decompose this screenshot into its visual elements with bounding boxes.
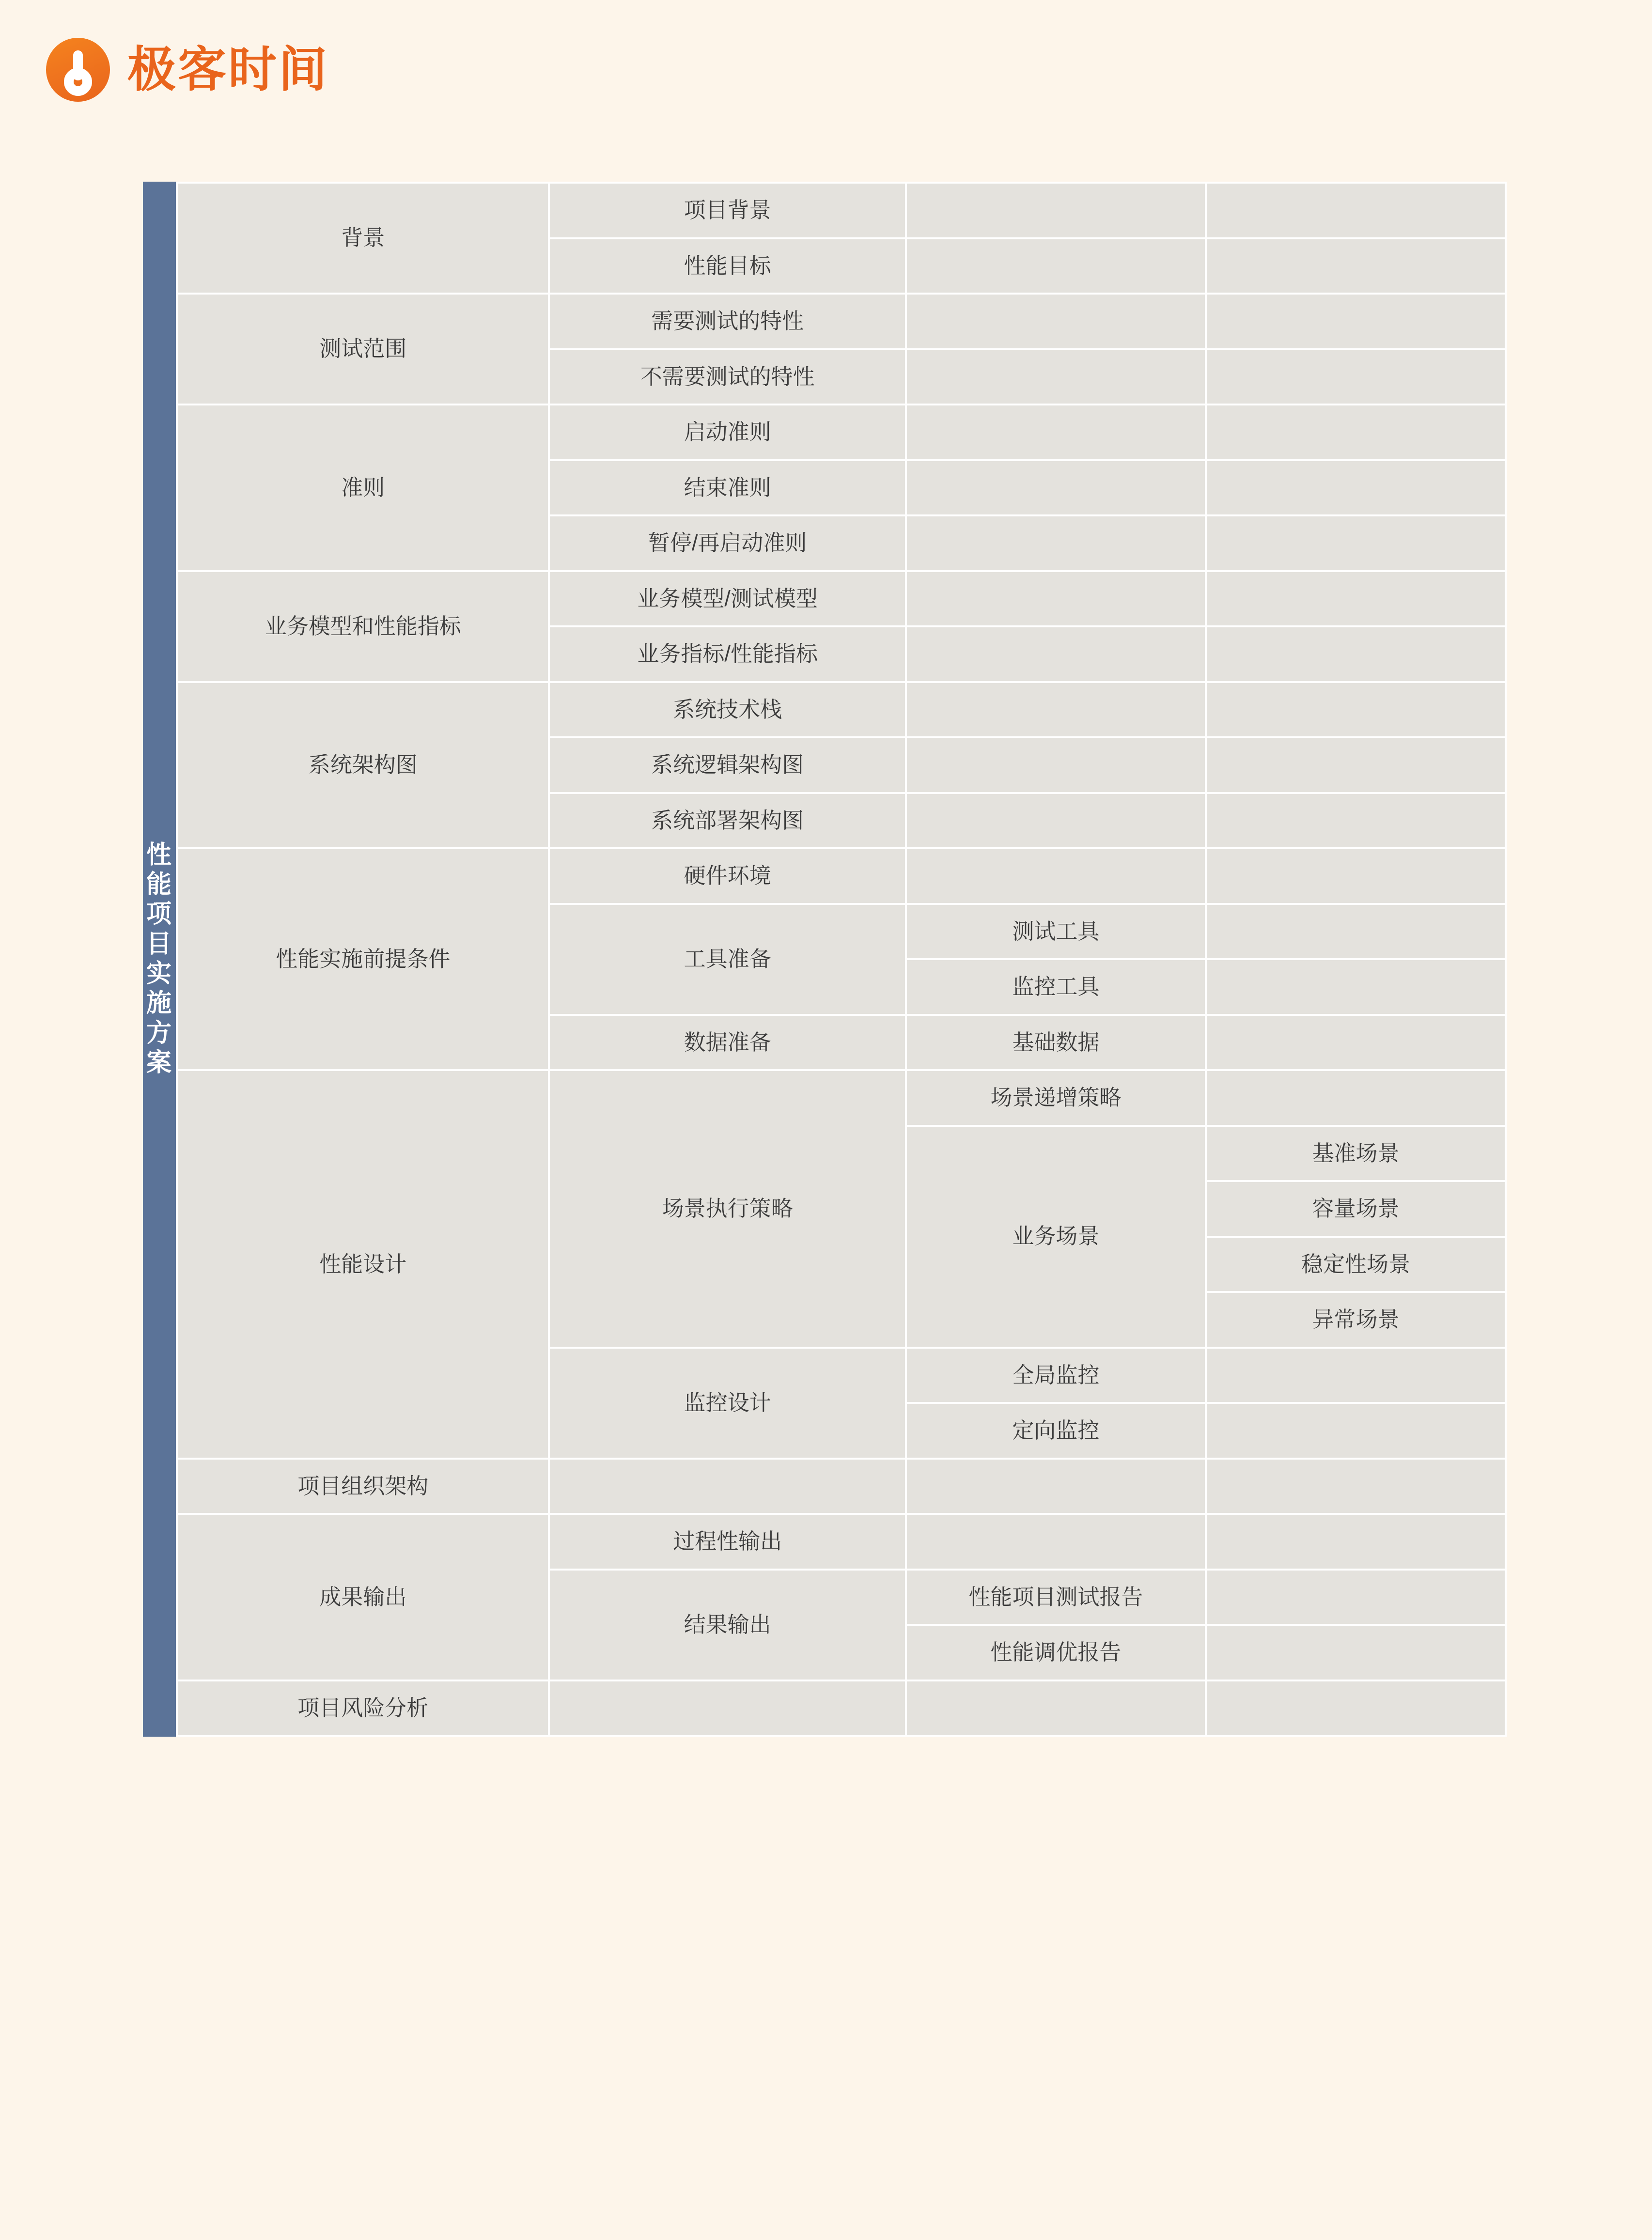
table-row xyxy=(177,183,1506,238)
brand-header xyxy=(46,38,329,102)
cell-level2: 系统逻辑架构图 xyxy=(549,737,905,793)
cell-level3 xyxy=(906,460,1206,516)
diagram-spine-label: 性能项目实施方案 xyxy=(146,840,172,1077)
cell-level1: 性能设计 xyxy=(177,1070,549,1459)
cell-level3 xyxy=(906,682,1206,738)
cell-level3 xyxy=(906,404,1206,460)
cell-level4: 容量场景 xyxy=(1206,1181,1506,1237)
cell-level4 xyxy=(1206,404,1506,460)
cell-level1: 系统架构图 xyxy=(177,682,549,849)
cell-level1: 项目组织架构 xyxy=(177,1459,549,1514)
cell-level2: 启动准则 xyxy=(549,404,905,460)
performance-plan-diagram xyxy=(143,182,1507,1737)
table-row xyxy=(177,294,1506,349)
cell-level2 xyxy=(549,1459,905,1514)
cell-level2: 性能目标 xyxy=(549,238,905,294)
cell-level1: 项目风险分析 xyxy=(177,1680,549,1736)
cell-level3: 全局监控 xyxy=(906,1348,1206,1403)
cell-level4 xyxy=(1206,460,1506,516)
cell-level4 xyxy=(1206,904,1506,960)
cell-level4 xyxy=(1206,1015,1506,1071)
cell-level4 xyxy=(1206,1348,1506,1403)
cell-level2: 不需要测试的特性 xyxy=(549,349,905,405)
cell-level4 xyxy=(1206,515,1506,571)
cell-level3: 场景递增策略 xyxy=(906,1070,1206,1126)
cell-level2: 场景执行策略 xyxy=(549,1070,905,1348)
cell-level4 xyxy=(1206,294,1506,349)
cell-level4 xyxy=(1206,1459,1506,1514)
cell-level1: 成果输出 xyxy=(177,1514,549,1680)
cell-level3 xyxy=(906,183,1206,238)
cell-level3: 测试工具 xyxy=(906,904,1206,960)
cell-level2: 业务指标/性能指标 xyxy=(549,626,905,682)
cell-level2: 工具准备 xyxy=(549,904,905,1015)
cell-level2: 暂停/再启动准则 xyxy=(549,515,905,571)
cell-level3 xyxy=(906,1680,1206,1736)
cell-level2: 结束准则 xyxy=(549,460,905,516)
cell-level4 xyxy=(1206,626,1506,682)
table-row xyxy=(177,1459,1506,1514)
diagram-spine xyxy=(143,182,176,1737)
cell-level4 xyxy=(1206,1680,1506,1736)
cell-level2 xyxy=(549,1680,905,1736)
table-row xyxy=(177,682,1506,738)
table-row xyxy=(177,1070,1506,1126)
cell-level2: 结果输出 xyxy=(549,1570,905,1680)
cell-level4 xyxy=(1206,737,1506,793)
geekbang-circle-logo-icon xyxy=(46,38,110,102)
cell-level2: 监控设计 xyxy=(549,1348,905,1459)
cell-level4 xyxy=(1206,793,1506,849)
cell-level4: 稳定性场景 xyxy=(1206,1237,1506,1292)
cell-level3: 性能调优报告 xyxy=(906,1625,1206,1680)
cell-level4: 异常场景 xyxy=(1206,1292,1506,1348)
cell-level1: 背景 xyxy=(177,183,549,294)
cell-level3 xyxy=(906,238,1206,294)
cell-level4 xyxy=(1206,1070,1506,1126)
cell-level1: 测试范围 xyxy=(177,294,549,404)
table-row xyxy=(177,848,1506,904)
cell-level3 xyxy=(906,349,1206,405)
cell-level3 xyxy=(906,737,1206,793)
cell-level3 xyxy=(906,626,1206,682)
cell-level4 xyxy=(1206,1625,1506,1680)
cell-level2: 业务模型/测试模型 xyxy=(549,571,905,627)
cell-level3 xyxy=(906,294,1206,349)
cell-level3 xyxy=(906,1459,1206,1514)
table-row xyxy=(177,571,1506,627)
cell-level3: 业务场景 xyxy=(906,1126,1206,1348)
cell-level3 xyxy=(906,515,1206,571)
cell-level3 xyxy=(906,848,1206,904)
brand-name: 极客时间 xyxy=(127,43,329,97)
cell-level1: 性能实施前提条件 xyxy=(177,848,549,1070)
cell-level3 xyxy=(906,793,1206,849)
cell-level4 xyxy=(1206,571,1506,627)
cell-level4 xyxy=(1206,183,1506,238)
cell-level2: 数据准备 xyxy=(549,1015,905,1071)
cell-level3: 监控工具 xyxy=(906,959,1206,1015)
cell-level4 xyxy=(1206,848,1506,904)
cell-level2: 过程性输出 xyxy=(549,1514,905,1570)
table-row xyxy=(177,404,1506,460)
cell-level2: 需要测试的特性 xyxy=(549,294,905,349)
cell-level3 xyxy=(906,571,1206,627)
cell-level3: 性能项目测试报告 xyxy=(906,1570,1206,1625)
cell-level4 xyxy=(1206,1403,1506,1459)
cell-level4: 基准场景 xyxy=(1206,1126,1506,1182)
cell-level4 xyxy=(1206,959,1506,1015)
cell-level2: 系统技术栈 xyxy=(549,682,905,738)
cell-level4 xyxy=(1206,238,1506,294)
performance-plan-table xyxy=(176,182,1507,1737)
cell-level4 xyxy=(1206,682,1506,738)
cell-level2: 项目背景 xyxy=(549,183,905,238)
table-row xyxy=(177,1680,1506,1736)
cell-level2: 硬件环境 xyxy=(549,848,905,904)
cell-level4 xyxy=(1206,349,1506,405)
table-row xyxy=(177,1514,1506,1570)
cell-level3: 基础数据 xyxy=(906,1015,1206,1071)
cell-level1: 准则 xyxy=(177,404,549,571)
cell-level2: 系统部署架构图 xyxy=(549,793,905,849)
cell-level1: 业务模型和性能指标 xyxy=(177,571,549,682)
cell-level3: 定向监控 xyxy=(906,1403,1206,1459)
cell-level4 xyxy=(1206,1570,1506,1625)
cell-level4 xyxy=(1206,1514,1506,1570)
cell-level3 xyxy=(906,1514,1206,1570)
